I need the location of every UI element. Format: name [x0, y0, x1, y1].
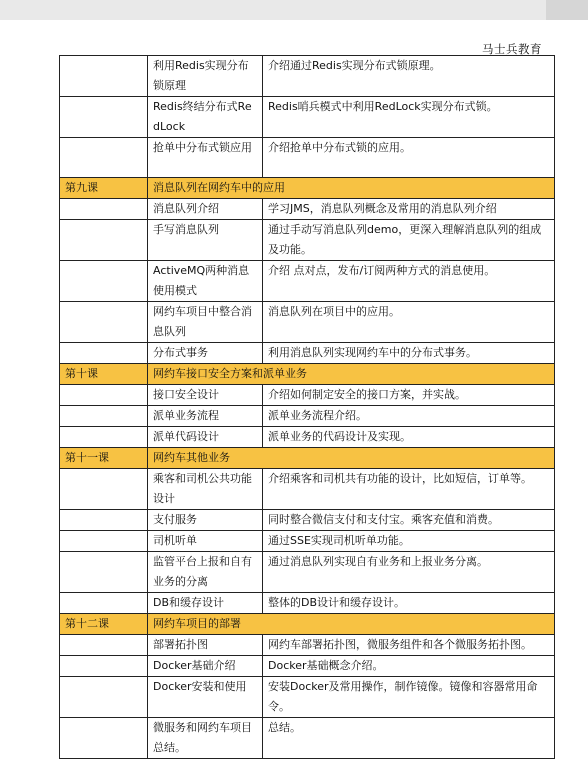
lesson-cell: [60, 531, 148, 552]
topic-desc: 介绍抢单中分布式锁的应用。: [263, 138, 555, 178]
lesson-cell: [60, 469, 148, 510]
topic-row: [60, 406, 555, 427]
lesson-cell: [60, 56, 148, 97]
topic-desc: 同时整合微信支付和支付宝。乘客充值和消费。: [263, 510, 555, 531]
topic-desc: 派单业务的代码设计及实现。: [263, 427, 555, 448]
topic-row: [60, 677, 555, 718]
topic-name: 派单代码设计: [148, 427, 263, 448]
topic-row: [60, 510, 555, 531]
lesson-number: 第十二课: [60, 614, 148, 635]
topic-name: 抢单中分布式锁应用: [148, 138, 263, 178]
topic-desc: 介绍 点对点，发布/订阅两种方式的消息使用。: [263, 261, 555, 302]
topic-name: 消息队列介绍: [148, 199, 263, 220]
topic-desc: 利用消息队列实现网约车中的分布式事务。: [263, 343, 555, 364]
topic-row: [60, 427, 555, 448]
lesson-title: 网约车接口安全方案和派单业务: [148, 364, 555, 385]
lesson-cell: [60, 385, 148, 406]
topic-desc: 通过SSE实现司机听单功能。: [263, 531, 555, 552]
lesson-cell: [60, 552, 148, 593]
topic-row: [60, 138, 555, 178]
topic-row: [60, 718, 555, 759]
lesson-cell: [60, 343, 148, 364]
topic-desc: 网约车部署拓扑图，微服务组件和各个微服务拓扑图。: [263, 635, 555, 656]
topic-desc: 介绍乘客和司机共有功能的设计，比如短信，订单等。: [263, 469, 555, 510]
topic-name: 支付服务: [148, 510, 263, 531]
topic-row: [60, 220, 555, 261]
topic-name: Docker安装和使用: [148, 677, 263, 718]
lesson-cell: [60, 593, 148, 614]
lesson-number: 第十一课: [60, 448, 148, 469]
course-table: [59, 55, 555, 759]
lesson-header-row: [60, 364, 555, 385]
topic-name: 部署拓扑图: [148, 635, 263, 656]
lesson-cell: [60, 510, 148, 531]
topic-name: Redis终结分布式RedLock: [148, 97, 263, 138]
topic-name: 微服务和网约车项目总结。: [148, 718, 263, 759]
lesson-header-row: [60, 178, 555, 199]
topic-desc: 通过手动写消息队列demo，更深入理解消息队列的组成及功能。: [263, 220, 555, 261]
window-top-bar: [0, 0, 588, 20]
topic-desc: 通过消息队列实现自有业务和上报业务分离。: [263, 552, 555, 593]
lesson-cell: [60, 677, 148, 718]
topic-desc: 总结。: [263, 718, 555, 759]
page-header: 马士兵教育: [482, 42, 542, 56]
topic-name: 利用Redis实现分布锁原理: [148, 56, 263, 97]
lesson-title: 网约车其他业务: [148, 448, 555, 469]
lesson-cell: [60, 97, 148, 138]
topic-name: 网约车项目中整合消息队列: [148, 302, 263, 343]
topic-name: 分布式事务: [148, 343, 263, 364]
topic-row: [60, 593, 555, 614]
topic-row: [60, 385, 555, 406]
lesson-cell: [60, 406, 148, 427]
topic-desc: 消息队列在项目中的应用。: [263, 302, 555, 343]
lesson-cell: [60, 261, 148, 302]
topic-row: [60, 635, 555, 656]
topic-name: 司机听单: [148, 531, 263, 552]
topic-name: DB和缓存设计: [148, 593, 263, 614]
lesson-cell: [60, 220, 148, 261]
top-bar-strip: [546, 0, 588, 20]
topic-row: [60, 302, 555, 343]
topic-desc: Redis哨兵模式中利用RedLock实现分布式锁。: [263, 97, 555, 138]
topic-name: 监管平台上报和自有业务的分离: [148, 552, 263, 593]
topic-row: [60, 343, 555, 364]
topic-desc: 介绍通过Redis实现分布式锁原理。: [263, 56, 555, 97]
topic-row: [60, 97, 555, 138]
topic-desc: 学习JMS，消息队列概念及常用的消息队列介绍: [263, 199, 555, 220]
topic-name: 派单业务流程: [148, 406, 263, 427]
lesson-cell: [60, 138, 148, 178]
topic-row: [60, 531, 555, 552]
lesson-title: 网约车项目的部署: [148, 614, 555, 635]
topic-row: [60, 261, 555, 302]
topic-row: [60, 552, 555, 593]
lesson-cell: [60, 656, 148, 677]
lesson-cell: [60, 635, 148, 656]
topic-row: [60, 656, 555, 677]
topic-row: [60, 199, 555, 220]
lesson-cell: [60, 302, 148, 343]
topic-name: 手写消息队列: [148, 220, 263, 261]
topic-row: [60, 469, 555, 510]
topic-desc: 介绍如何制定安全的接口方案，并实战。: [263, 385, 555, 406]
topic-desc: 整体的DB设计和缓存设计。: [263, 593, 555, 614]
lesson-cell: [60, 199, 148, 220]
lesson-cell: [60, 718, 148, 759]
topic-desc: 派单业务流程介绍。: [263, 406, 555, 427]
lesson-title: 消息队列在网约车中的应用: [148, 178, 555, 199]
topic-desc: Docker基础概念介绍。: [263, 656, 555, 677]
topic-desc: 安装Docker及常用操作，制作镜像。镜像和容器常用命令。: [263, 677, 555, 718]
lesson-header-row: [60, 448, 555, 469]
lesson-number: 第九课: [60, 178, 148, 199]
lesson-header-row: [60, 614, 555, 635]
lesson-number: 第十课: [60, 364, 148, 385]
topic-name: 接口安全设计: [148, 385, 263, 406]
topic-row: [60, 56, 555, 97]
lesson-cell: [60, 427, 148, 448]
topic-name: 乘客和司机公共功能设计: [148, 469, 263, 510]
topic-name: ActiveMQ两种消息使用模式: [148, 261, 263, 302]
topic-name: Docker基础介绍: [148, 656, 263, 677]
